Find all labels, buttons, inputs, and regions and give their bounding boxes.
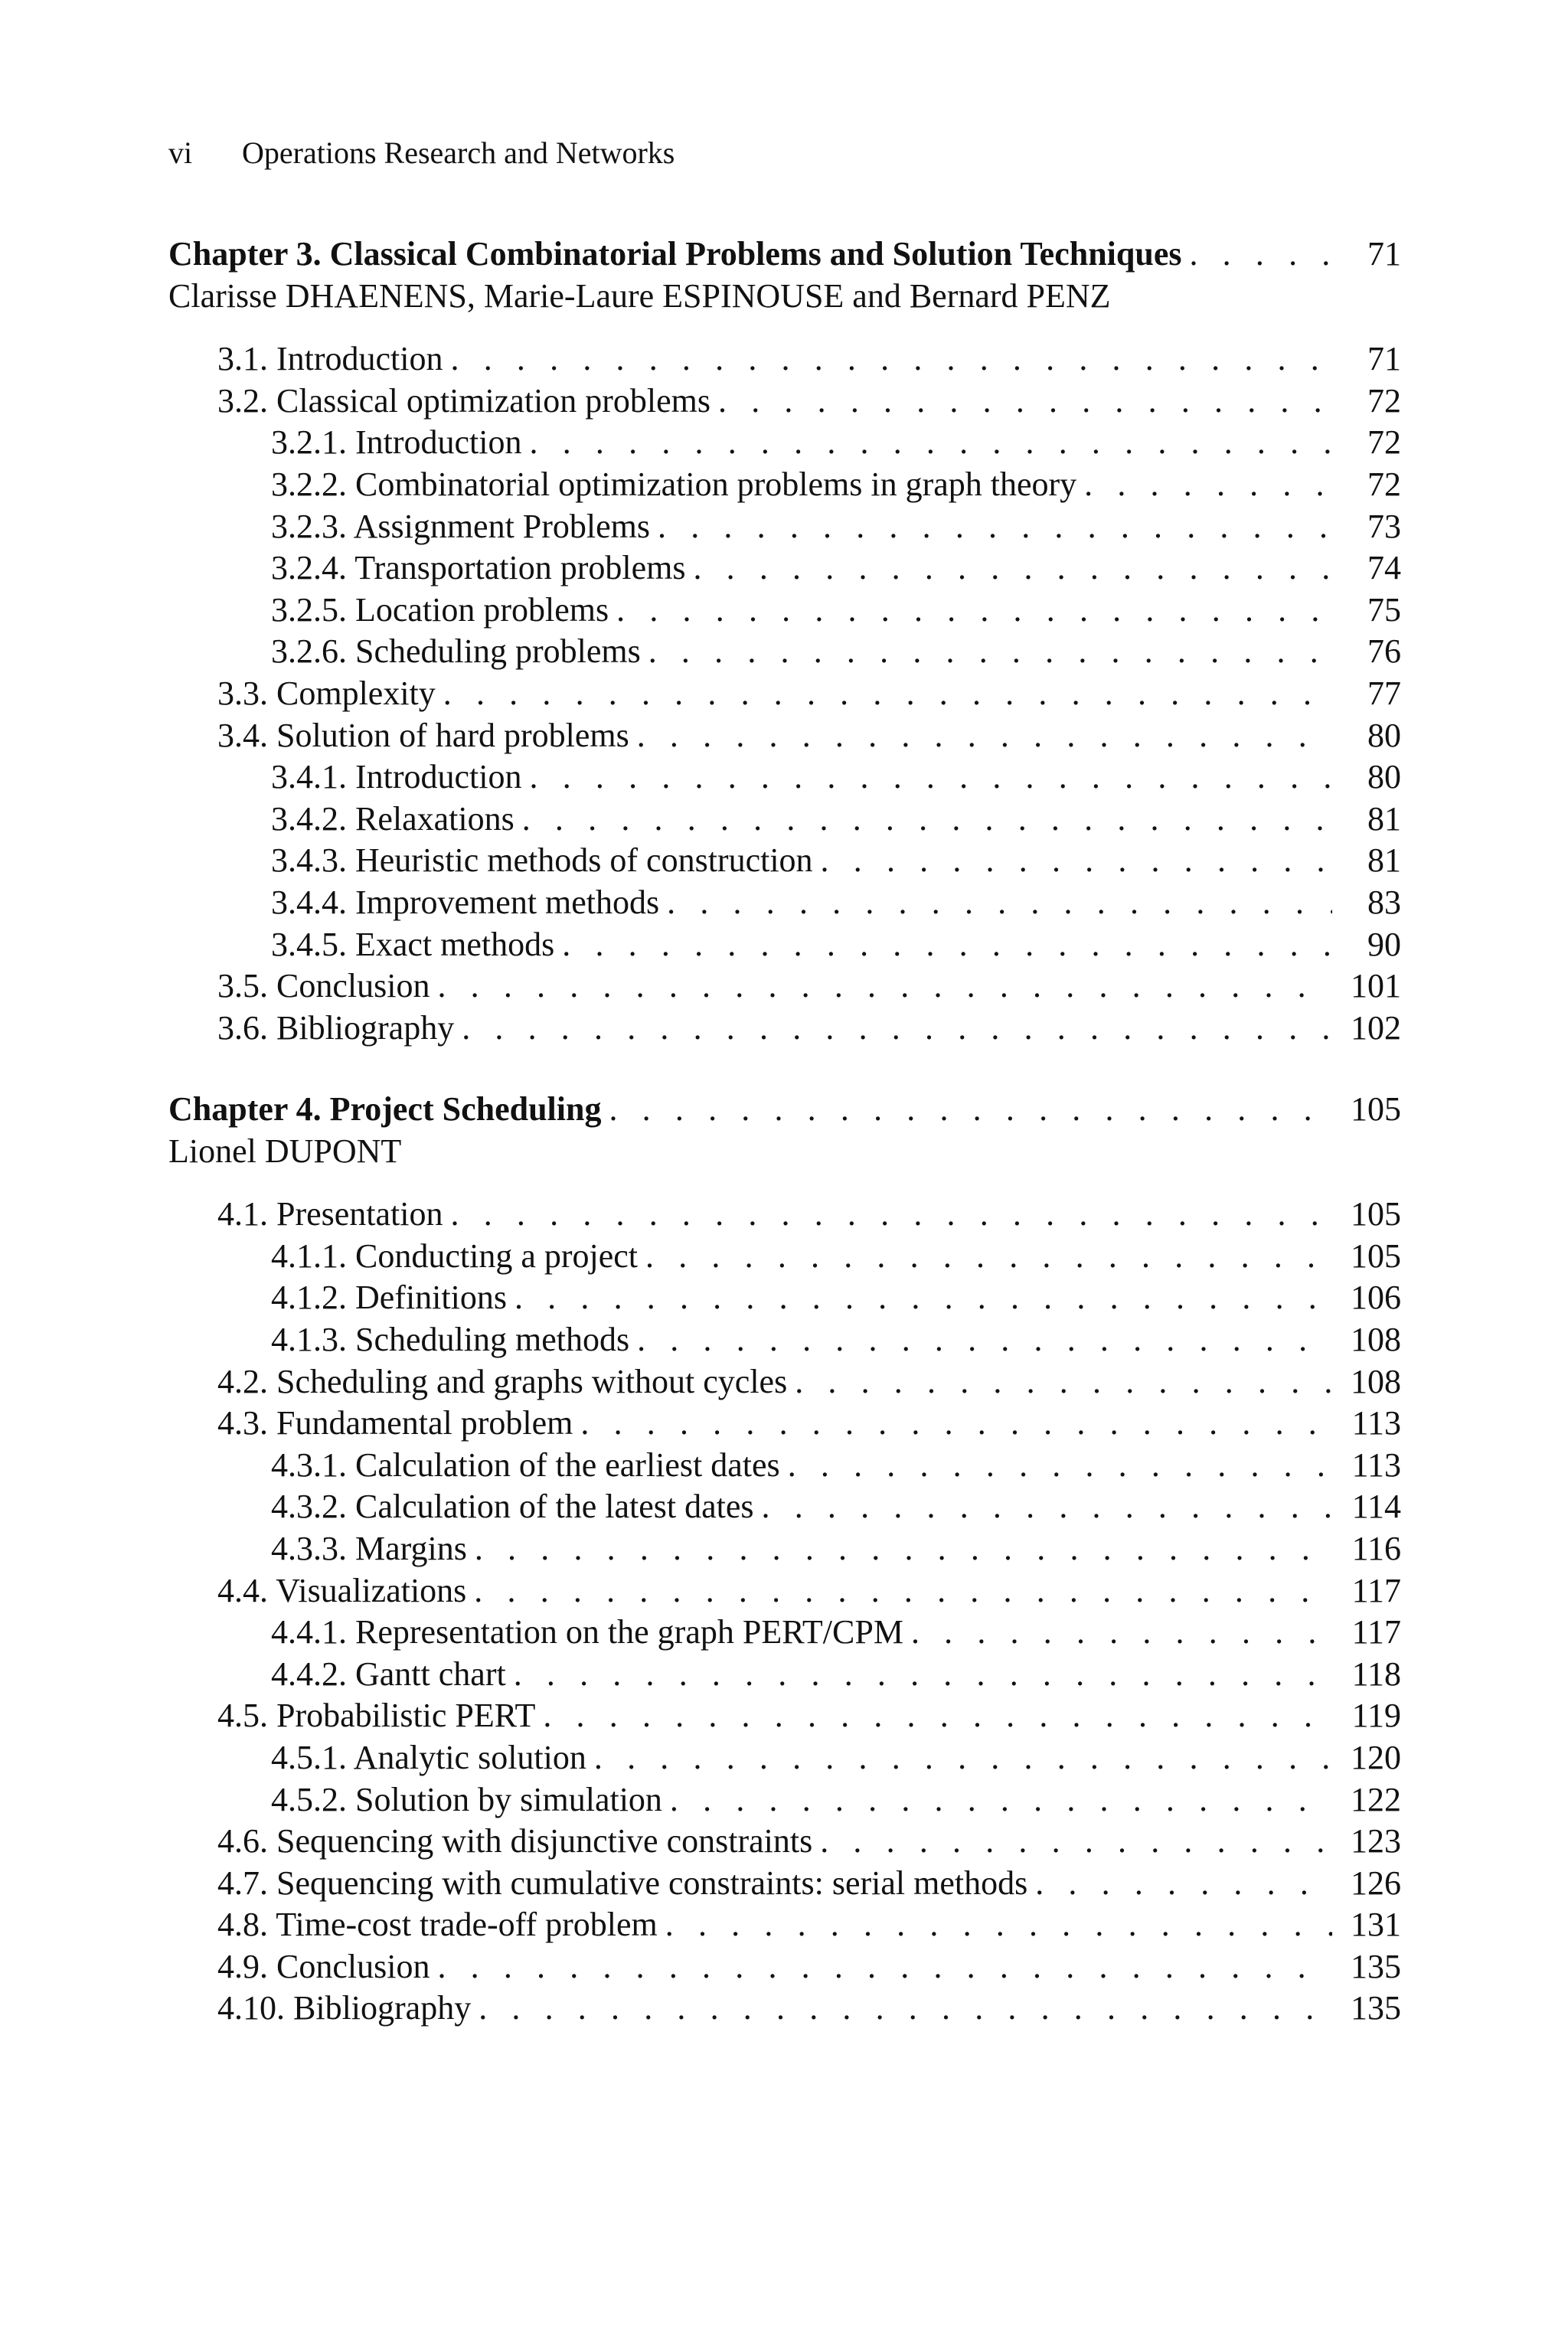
dot-leader	[522, 799, 1332, 841]
toc-entry-page: 83	[1367, 883, 1401, 921]
toc-entry-page: 81	[1367, 841, 1401, 880]
toc-entry-title: 3.4.3. Heuristic methods of construction	[271, 840, 821, 882]
toc-entry-title: 3.2.1. Introduction	[271, 422, 530, 464]
toc-entry	[168, 1904, 1401, 1946]
toc-entry	[168, 381, 1401, 423]
toc-entry-page: 131	[1351, 1906, 1401, 1944]
toc-entry-title: 4.3.2. Calculation of the latest dates	[271, 1486, 762, 1528]
toc-entry-page: 117	[1351, 1571, 1401, 1609]
toc-entry	[168, 631, 1401, 673]
dot-leader	[665, 1904, 1332, 1946]
toc-entry	[168, 1821, 1401, 1863]
toc-entry-title: 4.4.1. Representation on the graph PERT/CPM	[271, 1612, 911, 1654]
toc-entry-page: 116	[1351, 1529, 1401, 1567]
toc-entry-page: 71	[1367, 340, 1401, 378]
toc-entry-page: 80	[1367, 758, 1401, 796]
toc-chapter-3	[168, 234, 1401, 1049]
toc-entry-title: 3.4.5. Exact methods	[271, 924, 562, 966]
toc-entry	[168, 338, 1401, 381]
toc-entry-page: 80	[1367, 716, 1401, 754]
toc-entry-page: 114	[1351, 1488, 1401, 1526]
toc-entry-page: 105	[1351, 1236, 1401, 1275]
toc-entry-title: 3.2. Classical optimization problems	[217, 381, 718, 423]
dot-leader	[514, 1654, 1332, 1696]
toc-entry-title: 3.4.1. Introduction	[271, 756, 530, 799]
toc-entry-page: 108	[1351, 1362, 1401, 1400]
toc-entry-page: 113	[1351, 1404, 1401, 1442]
toc-entry-page: 72	[1367, 465, 1401, 503]
toc-entry-title: 4.9. Conclusion	[217, 1946, 437, 1988]
toc-entry-page: 108	[1351, 1320, 1401, 1358]
toc-entry-title: 3.2.4. Transportation problems	[271, 547, 693, 590]
toc-entry-title: 3.4.4. Improvement methods	[271, 882, 667, 924]
toc-entry-title: 3.2.3. Assignment Problems	[271, 506, 658, 548]
toc-entry-title: 4.10. Bibliography	[217, 1988, 479, 2030]
dot-leader	[637, 1319, 1332, 1361]
toc-entry	[168, 1988, 1401, 2030]
toc-entry-page: 77	[1367, 674, 1401, 712]
toc-entry-page: 120	[1351, 1738, 1401, 1776]
dot-leader	[1084, 464, 1332, 506]
running-head-title: Operations Research and Networks	[242, 136, 675, 170]
toc-entry	[168, 965, 1401, 1008]
dot-leader	[530, 756, 1332, 799]
toc-entry	[168, 1486, 1401, 1528]
toc-entry-page: 73	[1367, 507, 1401, 545]
dot-leader	[693, 547, 1332, 590]
dot-leader	[479, 1988, 1332, 2030]
dot-leader	[658, 506, 1332, 548]
toc-entry	[168, 1403, 1401, 1445]
toc-entry	[168, 1236, 1401, 1278]
toc-entry-page: 72	[1367, 381, 1401, 420]
dot-leader	[437, 1946, 1332, 1988]
dot-leader	[530, 422, 1332, 464]
chapter-authors: Lionel DUPONT	[168, 1132, 402, 1170]
chapter-page-number: 71	[1367, 235, 1401, 273]
toc-entry-page: 126	[1351, 1864, 1401, 1902]
dot-leader	[762, 1486, 1332, 1528]
dot-leader	[718, 381, 1332, 423]
toc-entry-title: 3.5. Conclusion	[217, 965, 437, 1008]
dot-leader	[788, 1445, 1332, 1487]
toc-entry	[168, 1695, 1401, 1737]
toc-entry-page: 119	[1351, 1697, 1401, 1735]
dot-leader	[562, 924, 1332, 966]
toc-entry	[168, 673, 1401, 715]
dot-leader	[451, 1194, 1332, 1236]
toc-entry	[168, 1863, 1401, 1905]
toc-entry	[168, 1277, 1401, 1319]
toc-entry-page: 122	[1351, 1780, 1401, 1818]
toc-entry-title: 4.1.1. Conducting a project	[271, 1236, 645, 1278]
toc-entry	[168, 1008, 1401, 1050]
toc-entry-title: 4.5. Probabilistic PERT	[217, 1695, 543, 1737]
toc-entry-title: 4.8. Time-cost trade-off problem	[217, 1904, 665, 1946]
dot-leader	[648, 631, 1332, 673]
dot-leader	[667, 882, 1332, 924]
dot-leader	[443, 673, 1332, 715]
toc-entry-page: 90	[1367, 925, 1401, 963]
toc-entry-page: 123	[1351, 1822, 1401, 1860]
toc-entry-title: 4.5.1. Analytic solution	[271, 1737, 594, 1779]
dot-leader	[821, 840, 1332, 882]
toc-entry-title: 4.5.2. Solution by simulation	[271, 1779, 670, 1821]
toc-entry	[168, 1194, 1401, 1236]
dot-leader	[514, 1277, 1332, 1319]
toc-entry-title: 3.1. Introduction	[217, 338, 451, 381]
dot-leader	[670, 1779, 1332, 1821]
toc-entry	[168, 1361, 1401, 1403]
toc-entry-title: 3.6. Bibliography	[217, 1008, 462, 1050]
dot-leader	[1189, 234, 1332, 276]
toc-entry-page: 135	[1351, 1989, 1401, 2027]
toc-entry-page: 75	[1367, 590, 1401, 629]
toc-entry	[168, 422, 1401, 464]
toc-entry-page: 118	[1351, 1655, 1401, 1693]
chapter-authors: Clarisse DHAENENS, Marie-Laure ESPINOUSE and Bernard PENZ	[168, 276, 1111, 315]
toc-chapter-4	[168, 1089, 1401, 2030]
toc-entry	[168, 1737, 1401, 1779]
dot-leader	[1035, 1863, 1332, 1905]
toc-entry-title: 4.1. Presentation	[217, 1194, 451, 1236]
page-folio: vi	[168, 136, 193, 170]
toc-entry	[168, 464, 1401, 506]
toc-entry-page: 81	[1367, 799, 1401, 838]
toc-entry-title: 4.6. Sequencing with disjunctive constraints	[217, 1821, 820, 1863]
toc-entry-page: 135	[1351, 1947, 1401, 1985]
toc-entry-title: 4.1.3. Scheduling methods	[271, 1319, 637, 1361]
toc-entry	[168, 840, 1401, 882]
toc-entry-title: 4.3.1. Calculation of the earliest dates	[271, 1445, 788, 1487]
dot-leader	[580, 1403, 1332, 1445]
toc-entry-title: 3.2.2. Combinatorial optimization problems in graph theory	[271, 464, 1084, 506]
dot-leader	[594, 1737, 1332, 1779]
toc-entry-page: 113	[1351, 1446, 1401, 1484]
toc-entry	[168, 1654, 1401, 1696]
toc-entry-page: 106	[1351, 1279, 1401, 1317]
dot-leader	[609, 1089, 1332, 1131]
toc-entry	[168, 715, 1401, 757]
toc-entry	[168, 1946, 1401, 1988]
dot-leader	[543, 1695, 1332, 1737]
toc-entry-title: 4.4. Visualizations	[217, 1570, 474, 1612]
toc-entry-page: 102	[1351, 1008, 1401, 1047]
dot-leader	[474, 1570, 1332, 1612]
toc-entry-page: 72	[1367, 423, 1401, 462]
toc-entry-title: 3.4.2. Relaxations	[271, 799, 522, 841]
toc-entry	[168, 1779, 1401, 1821]
toc-entry-title: 4.7. Sequencing with cumulative constraints: serial methods	[217, 1863, 1035, 1905]
toc-entry-page: 74	[1367, 549, 1401, 587]
toc-entry-title: 3.4. Solution of hard problems	[217, 715, 637, 757]
dot-leader	[437, 965, 1332, 1008]
toc-entry	[168, 882, 1401, 924]
toc-entry	[168, 799, 1401, 841]
toc-entry-title: 4.3.3. Margins	[271, 1528, 475, 1570]
toc-entry-title: 4.4.2. Gantt chart	[271, 1654, 514, 1696]
chapter-title: Chapter 4. Project Scheduling	[168, 1089, 609, 1131]
dot-leader	[451, 338, 1332, 381]
toc-entry-page: 117	[1351, 1613, 1401, 1651]
toc-entry-title: 4.3. Fundamental problem	[217, 1403, 580, 1445]
dot-leader	[645, 1236, 1332, 1278]
toc-entry-title: 4.1.2. Definitions	[271, 1277, 514, 1319]
dot-leader	[616, 590, 1332, 632]
toc-entry-page: 76	[1367, 632, 1401, 671]
toc-entry	[168, 547, 1401, 590]
chapter-title: Chapter 3. Classical Combinatorial Problems and Solution Techniques	[168, 234, 1189, 276]
toc-entry	[168, 1445, 1401, 1487]
toc-entry-page: 101	[1351, 967, 1401, 1005]
toc-entry	[168, 1528, 1401, 1570]
toc-entry-title: 3.2.5. Location problems	[271, 590, 616, 632]
toc-entry	[168, 1319, 1401, 1361]
dot-leader	[462, 1008, 1332, 1050]
toc-entry-page: 105	[1351, 1195, 1401, 1233]
toc-entry	[168, 924, 1401, 966]
dot-leader	[637, 715, 1332, 757]
toc-entry	[168, 506, 1401, 548]
dot-leader	[911, 1612, 1332, 1654]
dot-leader	[795, 1361, 1332, 1403]
dot-leader	[475, 1528, 1332, 1570]
toc-entry-title: 3.2.6. Scheduling problems	[271, 631, 648, 673]
toc-entry	[168, 1612, 1401, 1654]
toc-entry-title: 3.3. Complexity	[217, 673, 443, 715]
chapter-page-number: 105	[1351, 1090, 1401, 1128]
toc-entry-title: 4.2. Scheduling and graphs without cycles	[217, 1361, 795, 1403]
toc-entry	[168, 1570, 1401, 1612]
toc-entry	[168, 590, 1401, 632]
toc-entry	[168, 756, 1401, 799]
chapter-heading	[168, 234, 1401, 276]
dot-leader	[820, 1821, 1332, 1863]
chapter-heading	[168, 1089, 1401, 1131]
running-head	[168, 130, 675, 176]
